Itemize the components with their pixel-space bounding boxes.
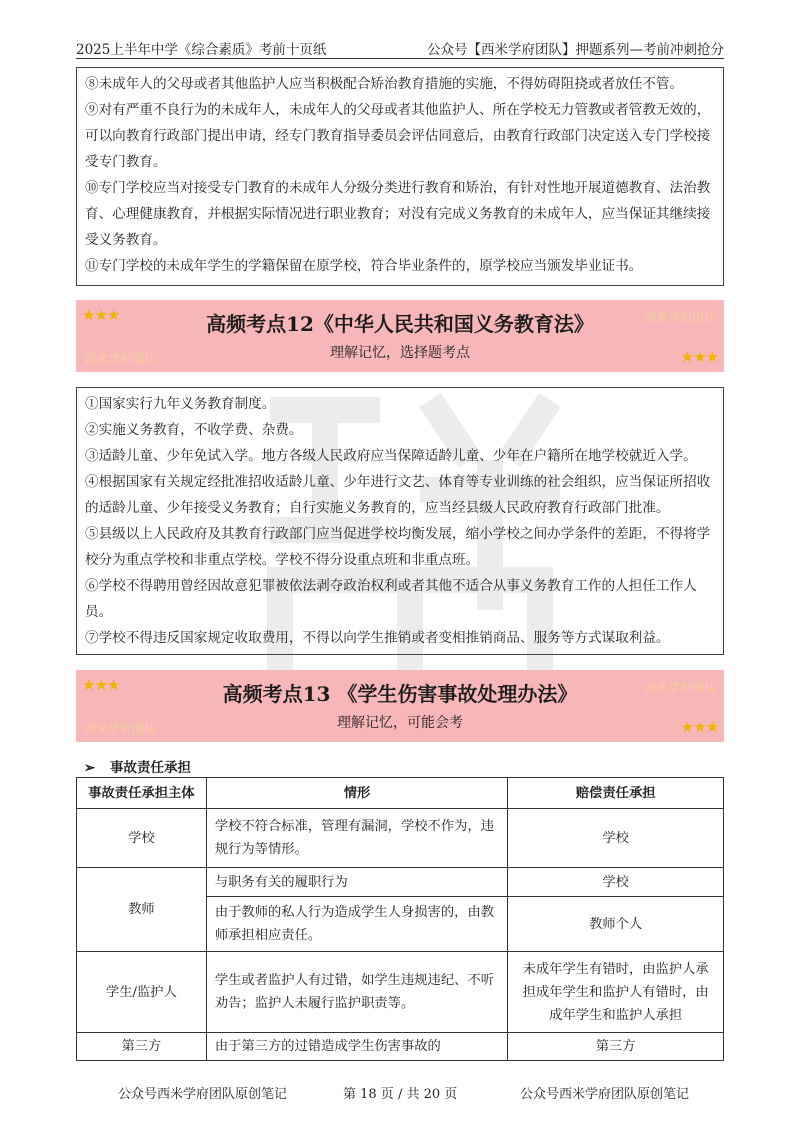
banner-watermark: 西米学府团队 [84,722,157,736]
page-header [76,36,724,59]
page-number: 第 18 页 / 共 20 页 [343,1087,458,1102]
section-subtitle: 理解记忆，选择题考点 [330,345,470,361]
liability-cell: 学校 [508,809,724,868]
compulsory-education-box [76,387,724,655]
table-header-row [77,778,724,809]
banner-watermark: 西米学府团队 [643,311,716,325]
star-rating-icon: ★★★ [82,676,120,694]
special-education-box [76,67,724,286]
situation-cell: 由于教师的私人行为造成学生人身损害的，由教师承担相应责任。 [206,897,508,952]
subject-cell: 学生/监护人 [77,952,207,1033]
list-item: ⑥学校不得聘用曾经因故意犯罪被依法剥夺政治权利或者其他不适合从事义务教育工作的人担任工作人员。 [85,578,697,620]
situation-cell: 学校不符合标准，管理有漏洞，学校不作为，违规行为等情形。 [206,809,508,868]
situation-cell: 与职务有关的履职行为 [206,868,508,897]
arrow-bullet-icon: ➢ [84,760,96,776]
column-header: 赔偿责任承担 [508,778,724,809]
section-title: 高频考点12《中华人民共和国义务教育法》 [206,312,594,336]
table-row [77,952,724,1033]
table-row [77,868,724,897]
liability-cell: 未成年学生有错时，由监护人承担成年学生和监护人有错时，由成年学生和监护人承担 [508,952,724,1033]
list-item: ③适龄儿童、少年免试入学。地方各级人民政府应当保障适龄儿童、少年在户籍所在地学校就近入学。 [85,448,697,464]
subject-cell: 学校 [77,809,207,868]
star-rating-icon: ★★★ [680,718,718,736]
footer-left: 公众号西米学府团队原创笔记 [118,1087,288,1102]
list-item: ⑪专门学校的未成年学生的学籍保留在原学校，符合毕业条件的，原学校应当颁发毕业证书。 [85,258,643,274]
section-subtitle: 理解记忆，可能会考 [337,715,463,731]
banner-watermark: 西米学府团队 [643,681,716,695]
subject-cell: 教师 [77,868,207,952]
banner-topic-12 [76,300,724,372]
header-left: 2025上半年中学《综合素质》考前十页纸 [76,42,327,58]
subsection-heading [84,756,191,776]
section-title: 高频考点13 《学生伤害事故处理办法》 [222,682,578,706]
liability-cell: 学校 [508,868,724,897]
list-item: ⑧未成年人的父母或者其他监护人应当积极配合矫治教育措施的实施，不得妨碍阻挠或者放任不管。 [85,76,684,92]
situation-cell: 学生或者监护人有过错，如学生违规违纪、不听劝告；监护人未履行监护职责等。 [206,952,508,1033]
footer-right: 公众号西米学府团队原创笔记 [520,1087,690,1102]
list-item: ①国家实行九年义务教育制度。 [85,396,276,412]
subsection-heading-text: 事故责任承担 [110,760,192,776]
list-item: ⑨对有严重不良行为的未成年人，未成年人的父母或者其他监护人、所在学校无力管教或者管教无效的，可以向教育行政部门提出申请，经专门教育指导委员会评估同意后，由教育行政部门决定送入专门学校接受专门教育。 [85,102,711,170]
banner-topic-13 [76,670,724,742]
header-right: 公众号【西米学府团队】押题系列—考前冲刺抢分 [427,42,724,58]
column-header: 情形 [206,778,508,809]
banner-watermark: 西米学府团队 [84,352,157,366]
liability-cell: 第三方 [508,1033,724,1061]
list-item: ⑩专门学校应当对接受专门教育的未成年人分级分类进行教育和矫治，有针对性地开展道德教育、法治教育、心理健康教育，并根据实际情况进行职业教育；对没有完成义务教育的未成年人，应当保证其继续接受义务教育。 [85,180,711,248]
list-item: ⑦学校不得违反国家规定收取费用，不得以向学生推销或者变相推销商品、服务等方式谋取利益。 [85,630,670,646]
star-rating-icon: ★★★ [82,306,120,324]
situation-cell: 由于第三方的过错造成学生伤害事故的 [206,1033,508,1061]
list-item: ②实施义务教育，不收学费、杂费。 [85,422,303,438]
list-item: ⑤县级以上人民政府及其教育行政部门应当促进学校均衡发展，缩小学校之间办学条件的差距，不得将学校分为重点学校和非重点学校。学校不得分设重点班和非重点班。 [85,526,711,568]
subject-cell: 第三方 [77,1033,207,1061]
table-row [77,1033,724,1061]
column-header: 事故责任承担主体 [77,778,207,809]
liability-cell: 教师个人 [508,897,724,952]
list-item: ④根据国家有关规定经批准招收适龄儿童、少年进行文艺、体育等专业训练的社会组织，应当保证所招收的适龄儿童、少年接受义务教育；自行实施义务教育的，应当经县级人民政府教育行政部门批准。 [85,474,711,516]
table-row [77,809,724,868]
star-rating-icon: ★★★ [680,348,718,366]
liability-table [76,777,724,1061]
